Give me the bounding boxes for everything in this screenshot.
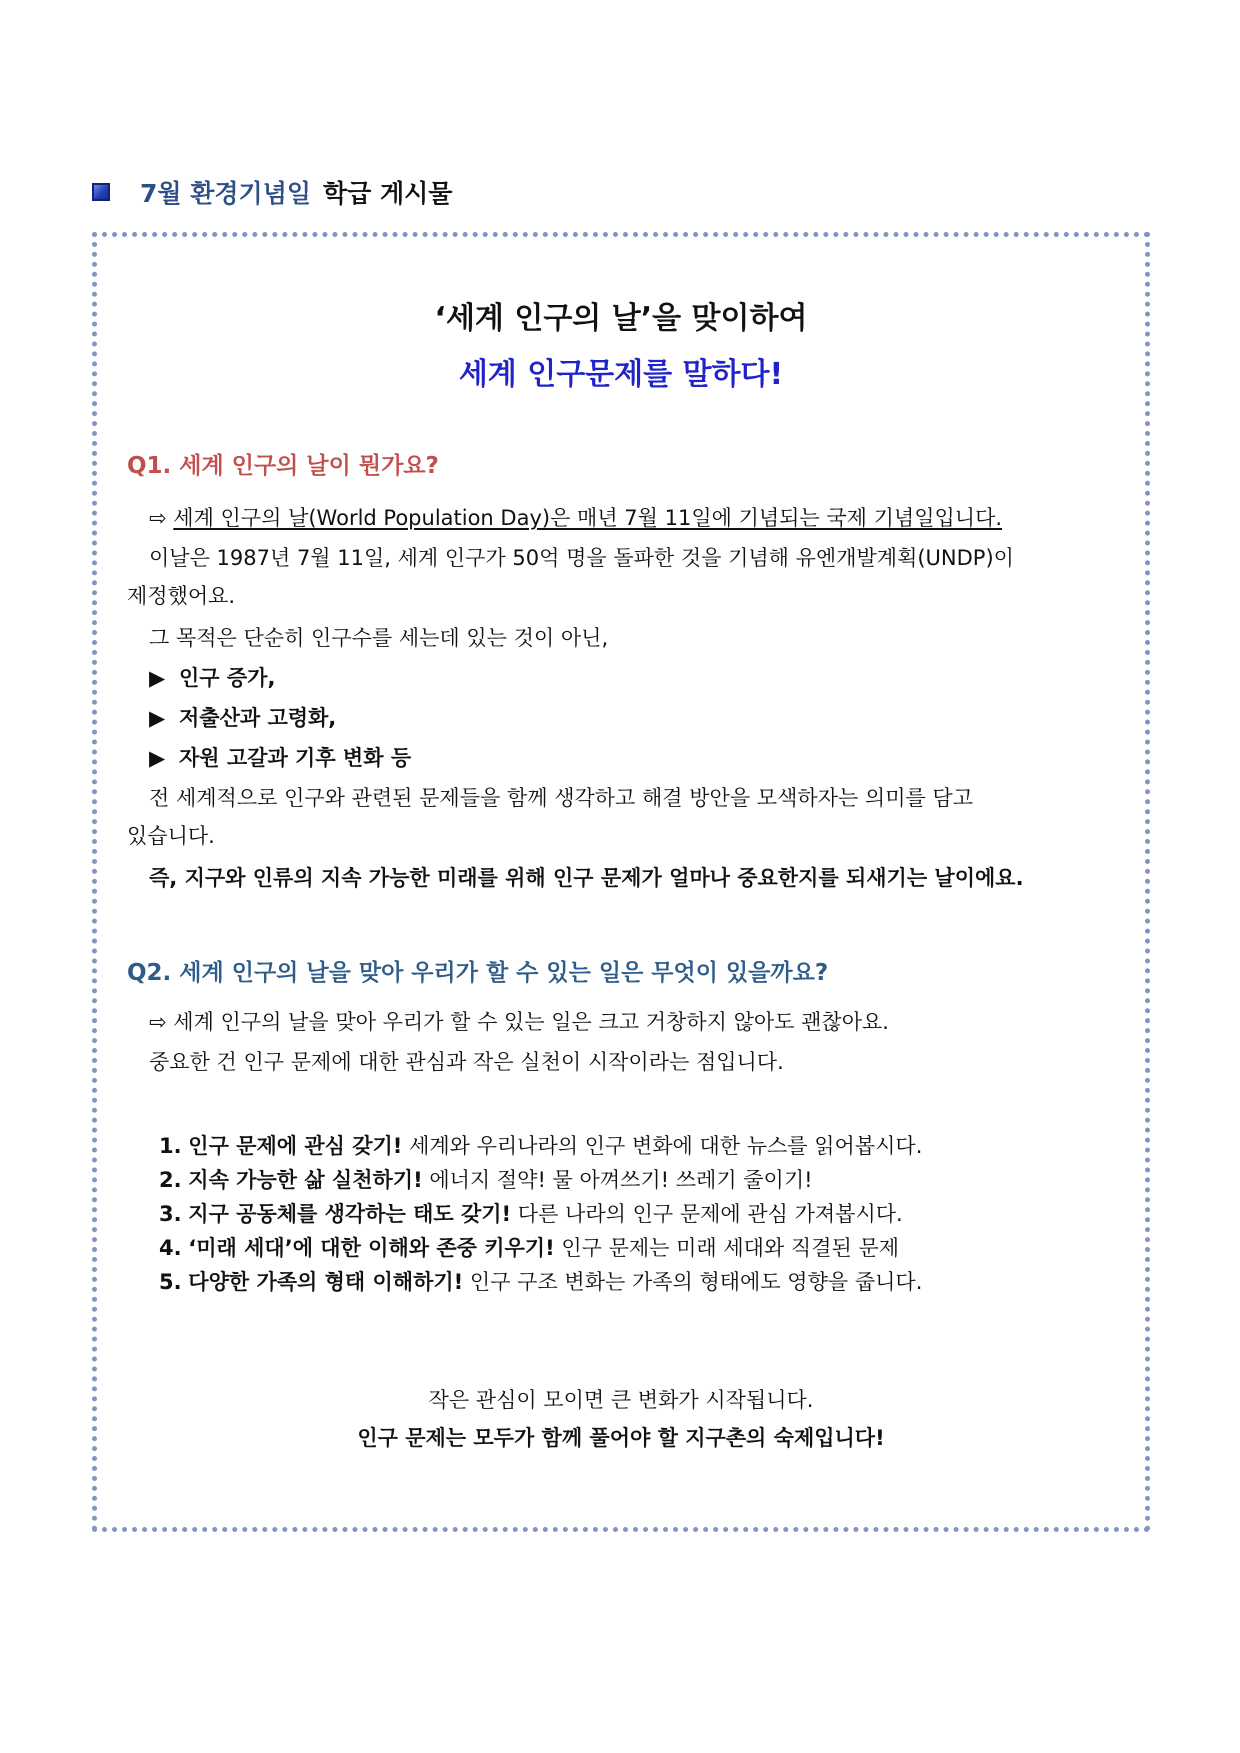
triangle-bullet-icon: ▶	[149, 706, 166, 730]
q2-answer-line1-text: 세계 인구의 날을 맞아 우리가 할 수 있는 일은 크고 거창하지 않아도 괜찮아요.	[173, 1010, 889, 1034]
action-body: 다른 나라의 인구 문제에 관심 가져봅시다.	[517, 1202, 903, 1226]
action-item	[159, 1131, 922, 1161]
action-body: 세계와 우리나라의 인구 변화에 대한 뉴스를 읽어봅시다.	[409, 1134, 923, 1158]
action-head: 다양한 가족의 형태 이해하기!	[188, 1270, 464, 1294]
action-head: 인구 문제에 관심 갖기!	[188, 1134, 403, 1158]
header-label: 학급 게시물	[323, 179, 453, 208]
q1-para3-line2: 있습니다.	[127, 824, 215, 848]
question-2: Q2. 세계 인구의 날을 맞아 우리가 할 수 있는 일은 무엇이 있을까요?	[127, 960, 829, 986]
question-1: Q1. 세계 인구의 날이 뭔가요?	[127, 453, 439, 479]
bullet-text: 저출산과 고령화,	[179, 706, 337, 730]
bullet-item	[149, 743, 411, 773]
q1-answer-intro-text: 세계 인구의 날(World Population Day)은 매년 7월 11일에 기념되는 국제 기념일입니다.	[173, 506, 1003, 530]
arrow-right-icon: ⇨	[149, 506, 167, 530]
action-head: ‘미래 세대’에 대한 이해와 존중 키우기!	[188, 1236, 555, 1260]
action-head: 지구 공동체를 생각하는 태도 갖기!	[188, 1202, 512, 1226]
closing-line-1: 작은 관심이 모이면 큰 변화가 시작됩니다.	[428, 1388, 814, 1412]
closing-line-2: 인구 문제는 모두가 함께 풀어야 할 지구촌의 숙제입니다!	[357, 1426, 885, 1450]
action-body: 에너지 절약! 물 아껴쓰기! 쓰레기 줄이기!	[429, 1168, 813, 1192]
action-number: 4.	[159, 1236, 182, 1260]
action-head: 지속 가능한 삶 실천하기!	[188, 1168, 423, 1192]
q1-para2: 그 목적은 단순히 인구수를 세는데 있는 것이 아닌,	[149, 626, 609, 650]
q2-answer-line2: 중요한 건 인구 문제에 대한 관심과 작은 실천이 시작이라는 점입니다.	[149, 1050, 784, 1074]
action-number: 3.	[159, 1202, 182, 1226]
bullet-text: 자원 고갈과 기후 변화 등	[179, 746, 412, 770]
triangle-bullet-icon: ▶	[149, 746, 166, 770]
triangle-bullet-icon: ▶	[149, 666, 166, 690]
action-body: 인구 구조 변화는 가족의 형태에도 영향을 줍니다.	[469, 1270, 923, 1294]
action-body: 인구 문제는 미래 세대와 직결된 문제	[561, 1236, 900, 1260]
action-number: 5.	[159, 1270, 182, 1294]
bullet-text: 인구 증가,	[179, 666, 276, 690]
header-theme: 7월 환경기념일	[140, 179, 311, 208]
q1-answer-intro	[149, 503, 1002, 533]
page-header	[92, 172, 452, 212]
bullet-item	[149, 663, 275, 693]
action-item	[159, 1165, 813, 1195]
bullet-item	[149, 703, 336, 733]
q1-conclusion: 즉, 지구와 인류의 지속 가능한 미래를 위해 인구 문제가 얼마나 중요한지를 되새기는 날이에요.	[149, 866, 1024, 890]
action-number: 1.	[159, 1134, 182, 1158]
q2-answer-line1	[149, 1007, 889, 1037]
main-title: ‘세계 인구의 날’을 맞이하여	[434, 301, 808, 336]
q1-para1-line1: 이날은 1987년 7월 11일, 세계 인구가 50억 명을 돌파한 것을 기념해 유엔개발계획(UNDP)이	[149, 546, 1014, 570]
q1-para1-line2: 제정했어요.	[127, 584, 236, 608]
sub-title: 세계 인구문제를 말하다!	[458, 357, 784, 392]
action-item	[159, 1267, 922, 1297]
q1-para3-line1: 전 세계적으로 인구와 관련된 문제들을 함께 생각하고 해결 방안을 모색하자는 의미를 담고	[149, 786, 974, 810]
bulletin-board-frame	[92, 232, 1150, 1532]
square-bullet-icon	[92, 183, 110, 201]
action-number: 2.	[159, 1168, 182, 1192]
arrow-right-icon: ⇨	[149, 1010, 167, 1034]
action-item	[159, 1233, 899, 1263]
action-item	[159, 1199, 903, 1229]
